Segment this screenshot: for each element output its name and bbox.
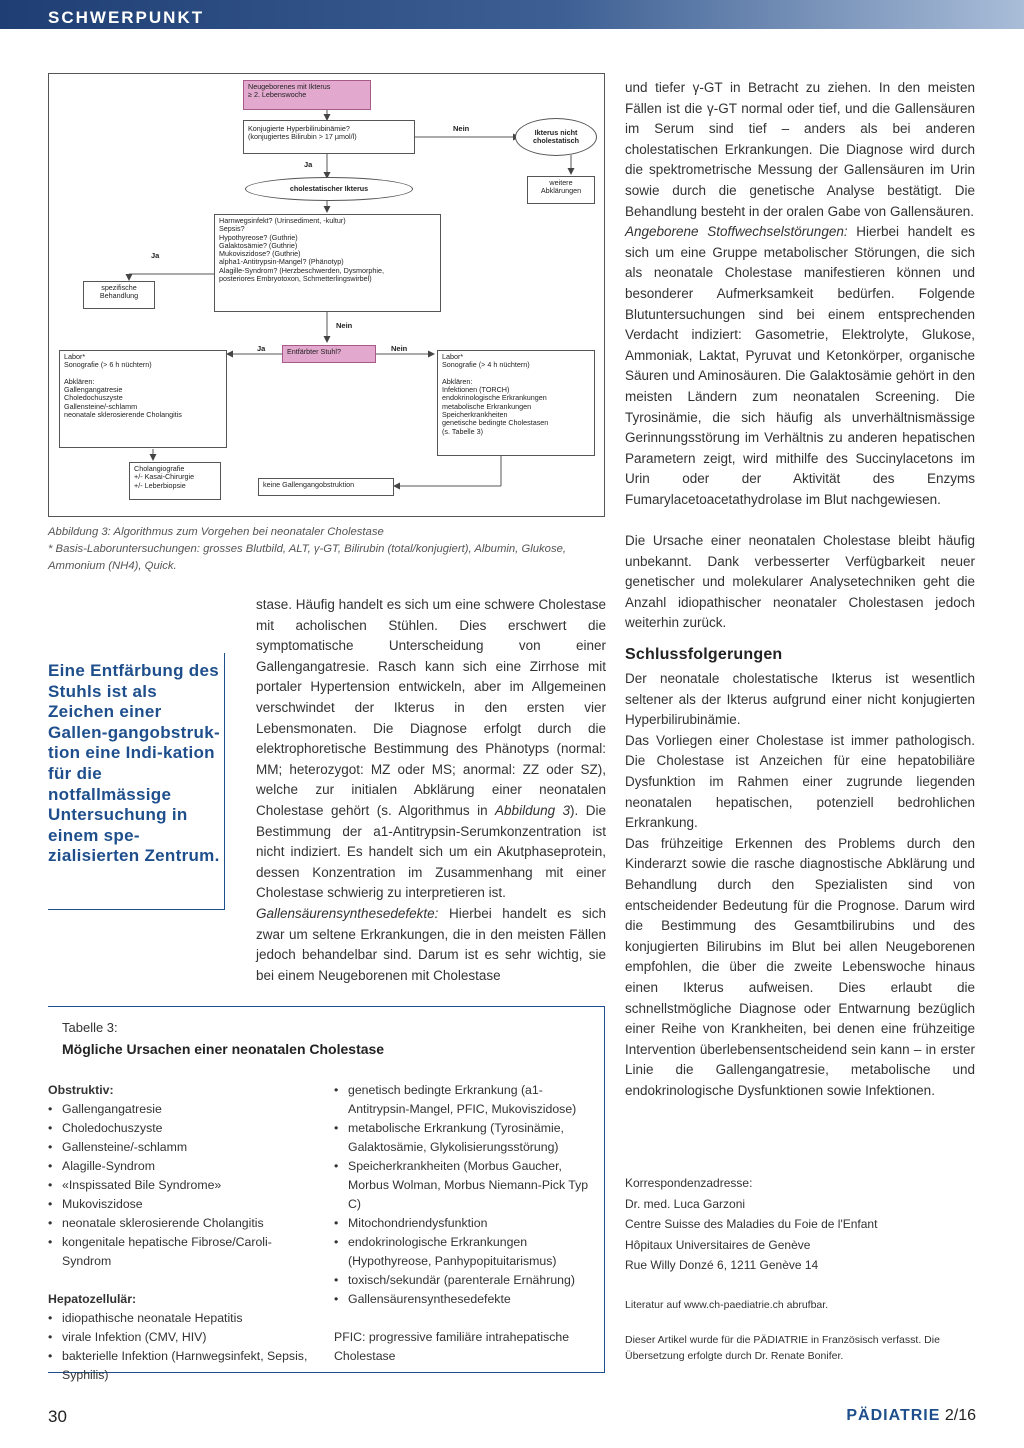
flow-further-box: weitere Abklärungen bbox=[527, 176, 595, 204]
table-list-item: • metabolische Erkrankung (Tyrosinämie, Galaktosämie, Glykolisierungsstörung) bbox=[334, 1119, 598, 1157]
causes-list-right bbox=[334, 1081, 598, 1309]
right-paragraph-1: und tiefer γ-GT in Betracht zu ziehen. In den meisten Fällen ist die γ-GT normal oder tief, und die Gallensäuren im Serum sind tief – anders als bei anderen cholestatischen Erkrankungen. Die Diagnose wird durch die spektrometrische Messung der Gallensäuren im Urin sowie durch die genetische Analyse bestätigt. Die Behandlung besteht in der oralen Gabe von Gallensäuren. bbox=[625, 80, 975, 219]
flow-cholangio-box: Cholangiografie +/- Kasai-Chirurgie +/- Leberbiopsie bbox=[129, 462, 221, 500]
flow-stool-box: Entfärbter Stuhl? bbox=[282, 345, 376, 363]
right-paragraph-2 bbox=[625, 222, 975, 510]
caption-footnote: * Basis-Laboruntersuchungen: grosses Blutbild, ALT, γ-GT, Bilirubin (total/konjugiert), Albumin, Glukose, Ammonium (NH4), Quick. bbox=[48, 543, 567, 572]
middle-p1-end: ). Die Bestimmung der a1-Antitrypsin-Serumkonzentration ist nicht indiziert. Es handelt sich um ein Akutphaseprotein, dessen Konzentration im Zusammenhang mit einer Cholestase schwierig zu interpretieren ist. bbox=[256, 802, 606, 901]
table-list-item: • Mitochondriendysfunktion bbox=[334, 1214, 598, 1233]
flow-start-box: Neugeborenes mit Ikterus ≥ 2. Lebenswoche bbox=[243, 80, 371, 110]
table-list-item: • kongenitale hepatische Fibrose/Caroli-Syndrom bbox=[48, 1233, 316, 1271]
right-text-column bbox=[625, 78, 975, 1102]
pull-quote-text: Eine Entfärbung des Stuhls ist als Zeichen einer Gallen-gangobstruk-tion eine Indi-kation für die notfallmässige Untersuchung in einem spe-zialisierten Zentrum. bbox=[48, 661, 220, 866]
pull-quote-box bbox=[48, 653, 225, 910]
section-header-band bbox=[0, 0, 1024, 29]
table-list-item: • Gallensäurensynthesedefekte bbox=[334, 1290, 598, 1309]
obstruktiv-list bbox=[48, 1100, 316, 1271]
table-list-item: • genetisch bedingte Erkrankung (a1-Antitrypsin-Mangel, PFIC, Mukoviszidose) bbox=[334, 1081, 598, 1119]
section-title: SCHWERPUNKT bbox=[48, 8, 205, 27]
table-list-item: • toxisch/sekundär (parenterale Ernährung) bbox=[334, 1271, 598, 1290]
flow-label-ja-1: Ja bbox=[304, 160, 313, 169]
right-paragraph-4: Der neonatale cholestatische Ikterus ist wesentlich seltener als der Ikterus aufgrund einer nicht konjugierten Hyperbilirubinämie. bbox=[625, 671, 975, 728]
middle-paragraph-2 bbox=[256, 904, 606, 986]
author-hospital: Hôpitaux Universitaires de Genève bbox=[625, 1237, 811, 1252]
middle-paragraph-1 bbox=[256, 595, 606, 904]
table-title: Mögliche Ursachen einer neonatalen Cholestase bbox=[62, 1041, 385, 1057]
literature-note: Literatur auf www.ch-paediatrie.ch abrufbar. bbox=[625, 1299, 829, 1311]
right-paragraph-3: Die Ursache einer neonatalen Cholestase bleibt häufig unbekannt. Dank verbesserter Verfügbarkeit neuer genetischer und molekularer Analysetechniken geht die Anzahl idiopathischer neonataler Cholestasen jedoch weiterhin zurück. bbox=[625, 533, 975, 631]
flow-label-nein-3: Nein bbox=[391, 344, 408, 353]
table-list-item: • endokrinologische Erkrankungen (Hypothyreose, Panhypopituitarismus) bbox=[334, 1233, 598, 1271]
middle-p2-lead: Gallensäurensynthesedefekte: bbox=[256, 905, 439, 921]
right-p2-text: Hierbei handelt es sich um eine Gruppe metabolischer Störungen, die sich als neonatale Cholestase manifestieren können und besonderer Aufmerksamkeit bedürfen. Folgende Blutuntersuchungen sind bei einem entsprechenden Verdacht indiziert: Gasometrie, Elektrolyte, Glukose, Ammoniak, Laktat, Pyruvat und Ketonkörper, organische Säuren und Aminosäuren. Die Galaktosämie gehört in den meisten Ländern zum neonatalen Screening. Die Tyrosinämie, die sich häufig als unverhältnismässige Gerinnungsstörung im Verhältnis zu anderen hepatischen Parametern zeigt, wird mithilfe des Succinylacetons im Urin oder der Aktivität des Enzyms Fumarylacetoacetathydrolase im Blut nachgewiesen. bbox=[625, 224, 975, 507]
page-number: 30 bbox=[48, 1407, 67, 1426]
middle-p2-text: Hierbei handelt es sich zwar um seltene Erkrankungen, die in den meisten Fällen jedoch behandelbar sind. Darum ist es sehr wichtig, sie bei einem Neugeborenen mit Cholestase bbox=[256, 905, 606, 983]
table-right-column bbox=[334, 1081, 598, 1366]
table-list-item: • bakterielle Infektion (Harnwegsinfekt, Sepsis, Syphilis) bbox=[48, 1347, 316, 1385]
hepato-heading: Hepatozellulär: bbox=[48, 1292, 137, 1306]
right-paragraph-5: Das Vorliegen einer Cholestase ist immer pathologisch. Die Cholestase ist Anzeichen für eine hepatobiliäre Dysfunktion im Rahmen einer zugrunde liegenden neonatalen hepatischen, potenziell bedrohlichen Erkrankung. bbox=[625, 732, 975, 831]
flow-left-labor-box: Labor* Sonografie (> 6 h nüchtern) Abklären: Gallengangatresie Choledochuszyste Gallensteine/-schlamm neonatale sklerosierende Cholangitis bbox=[59, 350, 227, 448]
flow-not-cholestatic-oval: Ikterus nicht cholestatisch bbox=[515, 118, 597, 156]
flow-label-nein-1: Nein bbox=[453, 124, 470, 133]
author-address: Rue Willy Donzé 6, 1211 Genève 14 bbox=[625, 1258, 819, 1273]
table-list-item: • idiopathische neonatale Hepatitis bbox=[48, 1309, 316, 1328]
table-left-column bbox=[48, 1081, 316, 1385]
correspondence-block bbox=[625, 1173, 877, 1276]
table-list-item: • Alagille-Syndrom bbox=[48, 1157, 316, 1176]
flow-label-ja-2: Ja bbox=[151, 251, 160, 260]
hepato-list bbox=[48, 1309, 316, 1385]
flow-no-obstruction-box: keine Gallengangobstruktion bbox=[258, 478, 394, 496]
table-3-box bbox=[48, 1006, 605, 1382]
figure-caption bbox=[48, 524, 608, 575]
right-p2-lead: Angeborene Stoffwechselstörungen: bbox=[625, 224, 848, 240]
author-org: Centre Suisse des Maladies du Foie de l'Enfant bbox=[625, 1217, 878, 1232]
obstruktiv-heading: Obstruktiv: bbox=[48, 1083, 114, 1097]
flow-cholestatic-oval: cholestatischer Ikterus bbox=[245, 177, 413, 201]
caption-title: Abbildung 3: Algorithmus zum Vorgehen bei neonataler Cholestase bbox=[48, 526, 384, 538]
author-name: Dr. med. Luca Garzoni bbox=[625, 1196, 746, 1211]
flow-right-labor-box: Labor* Sonografie (> 4 h nüchtern) Abklären: Infektionen (TORCH) endokrinologische Erkrankungen metabolische Erkrankungen Speicherkrankheiten genetische bedingte Cholestasen (s. Tabelle 3) bbox=[437, 350, 595, 456]
flow-label-ja-3: Ja bbox=[257, 344, 266, 353]
table-list-item: • Gallengangatresie bbox=[48, 1100, 316, 1119]
table-list-item: • Speicherkrankheiten (Morbus Gaucher, Morbus Wolman, Morbus Niemann-Pick Typ C) bbox=[334, 1157, 598, 1214]
table-list-item: • «Inspissated Bile Syndrome» bbox=[48, 1176, 316, 1195]
table-number: Tabelle 3: bbox=[62, 1020, 118, 1035]
table-list-item: • Gallensteine/-schlamm bbox=[48, 1138, 316, 1157]
table-list-item: • neonatale sklerosierende Cholangitis bbox=[48, 1214, 316, 1233]
right-paragraph-6: Das frühzeitige Erkennen des Problems durch den Kinderarzt sowie die rasche diagnostische Abklärung und Behandlung durch den Spezialisten sind von entscheidender Bedeutung für die Prognose. Darum wird die Bestimmung des Gesamtbilirubins und des konjugierten Bilirubins im Blut bei allen Neugeborenen empfohlen, die über die zweite Lebenswoche hinaus einen Ikterus aufweisen. Dies erlaubt die schnellstmögliche Diagnose oder Entwarnung bezüglich einer Reihe von Krankheiten, bei denen eine frühzeitige Intervention überlebensentscheidend sein kann – in erster Linie die Gallengangatresie, metabolische und endokrinologische Dysfunktionen sowie Infektionen. bbox=[625, 835, 975, 1098]
flow-conjugated-box: Konjugierte Hyperbilirubinämie? (konjugiertes Bilirubin > 17 µmol/l) bbox=[243, 120, 415, 154]
middle-p1-text: stase. Häufig handelt es sich um eine schwere Cholestase mit acholischen Stühlen. Dies erschwert die symptomatische Unterscheidung von einer Gallengangatresie. Rasch kann sich eine Zirrhose mit portaler Hypertension entwickeln, aber im Allgemeinen verschwindet der Ikterus in den ersten vier Lebensmonaten. Die Diagnose erfolgt durch die elektrophoretische Bestimmung des Phänotyps (normal: MM; heterozygot: MZ oder MS; anormal: ZZ oder SZ), welche zur initialen Abklärung einer neonatalen Cholestase gehört (s. Algorithmus in bbox=[256, 597, 606, 818]
flowchart-figure bbox=[48, 73, 605, 517]
middle-text-column bbox=[256, 595, 606, 986]
translation-note: Dieser Artikel wurde für die PÄDIATRIE in Französisch verfasst. Die Übersetzung erfolgte durch Dr. Renate Bonifer. bbox=[625, 1334, 940, 1362]
conclusions-heading: Schlussfolgerungen bbox=[625, 646, 783, 664]
table-footnote: PFIC: progressive familiäre intrahepatische Cholestase bbox=[334, 1330, 570, 1363]
flow-label-nein-2: Nein bbox=[336, 321, 353, 330]
journal-footer bbox=[846, 1407, 976, 1425]
figure-reference: Abbildung 3 bbox=[495, 802, 571, 818]
journal-issue: 2/16 bbox=[944, 1407, 976, 1424]
correspondence-label: Korrespondenzadresse: bbox=[625, 1176, 753, 1190]
table-list-item: • Mukoviszidose bbox=[48, 1195, 316, 1214]
table-list-item: • Choledochuszyste bbox=[48, 1119, 316, 1138]
table-list-item: • virale Infektion (CMV, HIV) bbox=[48, 1328, 316, 1347]
flow-specific-box: spezifische Behandlung bbox=[83, 281, 155, 309]
flow-checks-box: Harnwegsinfekt? (Urinsediment, -kultur) Sepsis? Hypothyreose? (Guthrie) Galaktosämie? (Guthrie) Mukoviszidose? (Guthrie) alpha1-Antitrypsin-Mangel? (Phänotyp) Alagille-Syndrom? (Herzbeschwerden, Dysmorphie, posteriores Embryotoxon, Schmetterlingswirbel) bbox=[214, 214, 441, 312]
journal-brand: PÄDIATRIE bbox=[846, 1407, 941, 1424]
